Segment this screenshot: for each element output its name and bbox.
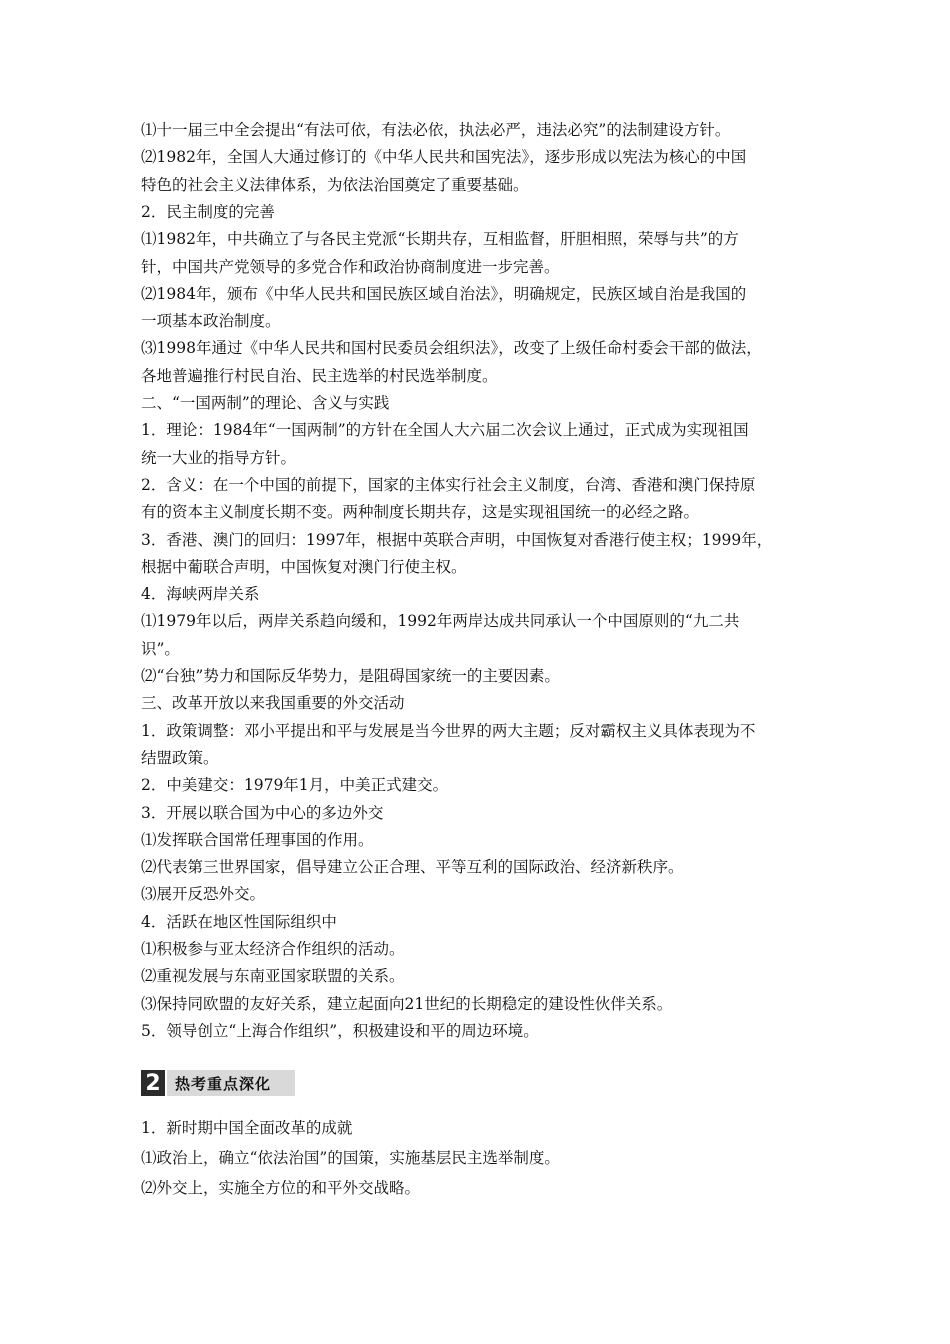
text-line: 各地普遍推行村民自治、民主选举的村民选举制度。	[141, 366, 498, 385]
text-line: 统一大业的指导方针。	[141, 448, 297, 467]
text-line: 针，中国共产党领导的多党合作和政治协商制度进一步完善。	[141, 257, 560, 276]
text-line: ⑴1982年，中共确立了与各民主党派“长期共存，互相监督，肝胆相照，荣辱与共”的方	[141, 230, 739, 249]
text-line: 4．海峡两岸关系	[141, 585, 260, 604]
text-line: ⑵代表第三世界国家，倡导建立公正合理、平等互利的国际政治、经济新秩序。	[141, 858, 684, 877]
text-line: ⑵外交上，实施全方位的和平外交战略。	[141, 1179, 421, 1197]
text-line: 3．开展以联合国为中心的多边外交	[141, 803, 384, 822]
text-line: 特色的社会主义法律体系，为依法治国奠定了重要基础。	[141, 175, 529, 194]
text-line: ⑴十一届三中全会提出“有法可依，有法必依，执法必严，违法必究”的法制建设方针。	[141, 121, 731, 139]
text-line: ⑶1998年通过《中华人民共和国村民委员会组织法》，改变了上级任命村委会干部的做法，	[141, 339, 762, 358]
text-line: ⑵重视发展与东南亚国家联盟的关系。	[141, 967, 405, 986]
text-line: 4．活跃在地区性国际组织中	[141, 912, 337, 931]
text-line: 识”。	[141, 639, 180, 658]
text-line: 2．含义：在一个中国的前提下，国家的主体实行社会主义制度，台湾、香港和澳门保持原	[141, 475, 756, 494]
text-line: ⑴发挥联合国常任理事国的作用。	[141, 830, 374, 849]
text-line: 1．新时期中国全面改革的成就	[141, 1119, 353, 1137]
text-line: ⑴政治上，确立“依法治国”的国策，实施基层民主选举制度。	[141, 1149, 560, 1167]
text-line: 3．香港、澳门的回归：1997年，根据中英联合声明，中国恢复对香港行使主权；1999年，	[141, 530, 773, 549]
section-badge-number: 2	[141, 1070, 165, 1096]
text-line: ⑵“台独”势力和国际反华势力，是阻碍国家统一的主要因素。	[141, 667, 560, 685]
text-line: 1．政策调整：邓小平提出和平与发展是当今世界的两大主题；反对霸权主义具体表现为不	[141, 721, 756, 740]
text-line: ⑵1984年，颁布《中华人民共和国民族区域自治法》，明确规定，民族区域自治是我国的	[141, 284, 747, 303]
section-badge-label: 热考重点深化	[167, 1070, 295, 1096]
text-line: ⑴积极参与亚太经济合作组织的活动。	[141, 940, 405, 958]
text-line: 2．民主制度的完善	[141, 202, 275, 221]
text-line: 有的资本主义制度长期不变。两种制度长期共存，这是实现祖国统一的必经之路。	[141, 503, 700, 522]
text-line: 1．理论：1984年“一国两制”的方针在全国人大六届二次会议上通过，正式成为实现祖国	[141, 421, 749, 440]
text-line: 三、改革开放以来我国重要的外交活动	[141, 694, 405, 713]
text-line: 一项基本政治制度。	[141, 312, 281, 331]
text-line: ⑶保持同欧盟的友好关系，建立起面向21世纪的长期稳定的建设性伙伴关系。	[141, 994, 673, 1013]
text-line: 结盟政策。	[141, 748, 219, 767]
text-line: ⑵1982年，全国人大通过修订的《中华人民共和国宪法》，逐步形成以宪法为核心的中国	[141, 148, 747, 167]
text-line: 5．领导创立“上海合作组织”，积极建设和平的周边环境。	[141, 1021, 539, 1040]
text-line: ⑶展开反恐外交。	[141, 885, 266, 904]
text-line: ⑴1979年以后，两岸关系趋向缓和，1992年两岸达成共同承认一个中国原则的“九二共	[141, 612, 740, 631]
text-line: 二、“一国两制”的理论、含义与实践	[141, 394, 390, 412]
text-line: 2．中美建交：1979年1月，中美正式建交。	[141, 776, 449, 795]
text-line: 根据中葡联合声明，中国恢复对澳门行使主权。	[141, 557, 467, 576]
section-badge	[141, 1070, 295, 1096]
